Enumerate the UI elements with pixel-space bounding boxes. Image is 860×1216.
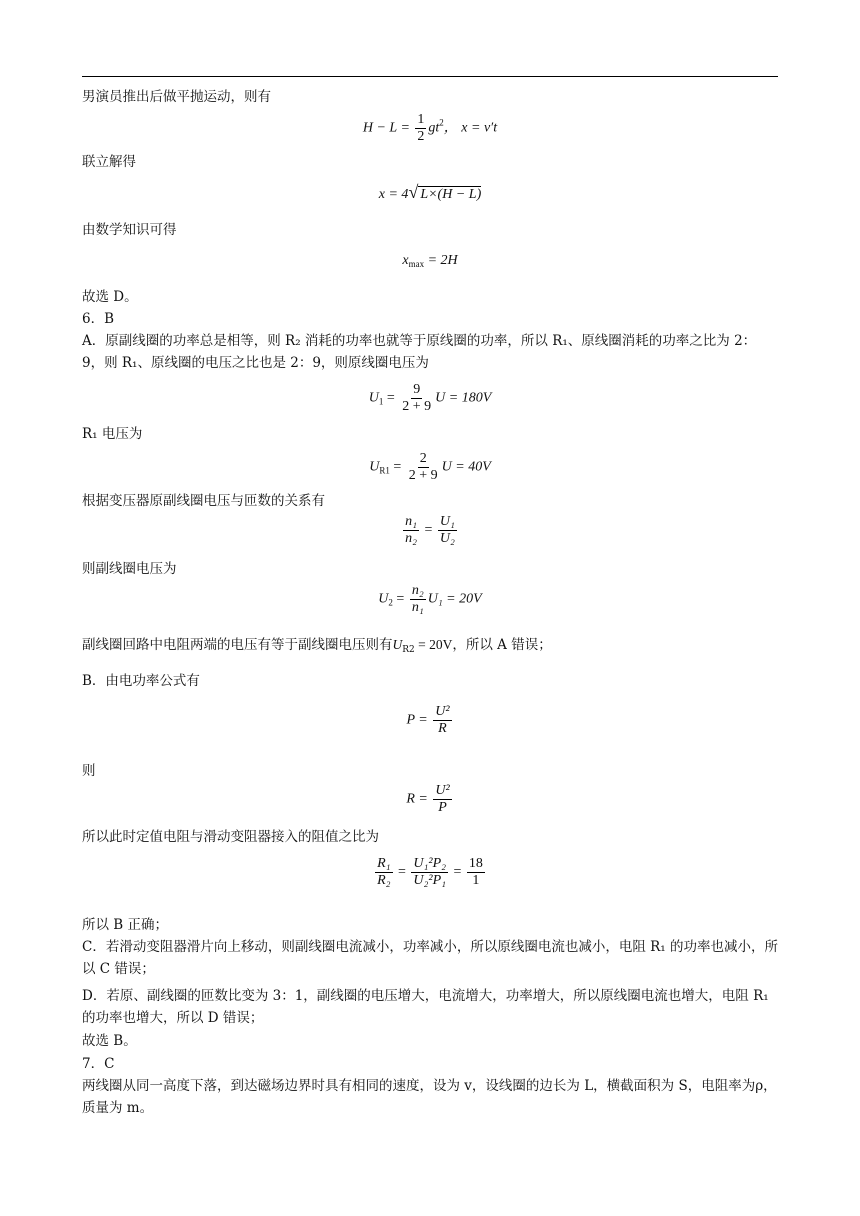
text-line: 男演员推出后做平抛运动，则有: [82, 89, 271, 105]
eq-part: U: [368, 390, 379, 406]
numerator: R₁: [377, 856, 391, 871]
text-paragraph: A．原副线圈的功率总是相等，则 R₂ 消耗的功率也就等于原线圈的功率，所以 R₁、原线圈消耗的功率之比为 2：9，则 R₁、原线圈的电压之比也是 2：9，则原线圈电压为: [82, 333, 757, 371]
denominator: 2: [417, 129, 425, 144]
fraction: [433, 783, 451, 816]
eq-part: ， x = v′t: [443, 120, 498, 136]
equation-r-ratio: $\frac{\text{R₁}}{\text{R₂}}$ = $\frac{\text{U₁²P₂}}{\text{U₂²P₁}}$ = $\frac{18}{1}$: [377, 856, 483, 888]
numerator: U₁²P₂: [413, 856, 446, 871]
denominator: R₂: [377, 873, 391, 888]
fraction: [415, 112, 426, 145]
numerator: n₁: [405, 514, 417, 529]
numerator: 1: [417, 112, 425, 127]
equation-ur1: $U_{R1}$ = $\frac{2}{2 + 9}$ U = 40V: [369, 451, 491, 483]
eq-part: U = 40V: [441, 459, 491, 475]
sqrt-content: L×(H − L): [420, 187, 482, 202]
question-number: 6．B: [82, 311, 115, 327]
subscript: max: [408, 259, 425, 269]
denominator: 2 + 9: [402, 399, 432, 414]
denominator: 1: [472, 873, 480, 888]
text-line: 由数学知识可得: [82, 222, 177, 238]
text-paragraph: C．若滑动变阻器滑片向上移动，则副线圈电流减小，功率减小，所以原线圈电流也减小，电阻 R₁ 的功率也减小，所以 C 错误；: [82, 939, 778, 977]
text-span: ，所以 A 错误；: [452, 637, 552, 653]
equation-u2: $U_2$ = $\frac{\text{n₂}}{\text{n₁}}$ U₁ = 20V: [378, 583, 482, 615]
fraction: [403, 514, 419, 547]
denominator: U₂²P₁: [413, 873, 446, 888]
text-line: 所以 B 正确；: [82, 917, 169, 933]
numerator: U²: [435, 704, 450, 719]
numerator: U²: [435, 783, 450, 798]
denominator: n₁: [411, 600, 424, 615]
numerator: U₁: [439, 514, 455, 529]
denominator: R: [438, 721, 447, 736]
denominator: U₂: [439, 531, 455, 546]
eq-part: U: [392, 637, 403, 652]
numerator: 2: [419, 451, 427, 466]
denominator: 2 + 9: [408, 468, 438, 483]
sqrt-sign: √: [408, 182, 419, 202]
text-line: 故选 D。: [82, 289, 138, 305]
eq-part: U: [378, 591, 389, 607]
denominator: P: [438, 800, 447, 815]
subscript: 1: [378, 396, 384, 407]
numerator: n₂: [411, 583, 424, 598]
text-line: 则: [82, 763, 96, 779]
eq-part: x = 4: [378, 187, 409, 202]
superscript: 2: [439, 117, 444, 128]
eq-part: P =: [406, 712, 428, 728]
text-line: R₁ 电压为: [82, 426, 143, 442]
text-line: 所以此时定值电阻与滑动变阻器接入的阻值之比为: [82, 829, 379, 845]
fraction: [411, 856, 448, 889]
text-span: 副线圈回路中电阻两端的电压有等于副线圈电压则有: [82, 637, 393, 653]
denominator: n₂: [405, 531, 417, 546]
eq-part: U₁ = 20V: [427, 591, 482, 607]
fraction: [407, 451, 440, 484]
text-line: [82, 634, 552, 661]
subscript: 2: [388, 597, 393, 608]
fraction: [433, 704, 451, 737]
text-line: 根据变压器原副线圈电压与匝数的关系有: [82, 493, 325, 509]
eq-part: = 2H: [424, 253, 458, 268]
equation-xmax: [82, 253, 778, 269]
subscript: R1: [379, 465, 390, 476]
eq-part: gt: [428, 120, 440, 136]
text-line: 故选 B。: [82, 1033, 137, 1049]
equation-projectile: [82, 112, 778, 145]
eq-part: R =: [406, 791, 428, 807]
equation-solution: [82, 182, 778, 203]
fraction: [400, 382, 433, 415]
fraction: [438, 514, 457, 547]
eq-part: H − L =: [362, 120, 414, 136]
question-number: 7．C: [82, 1056, 115, 1072]
eq-part: U: [369, 459, 380, 475]
header-rule: [82, 76, 778, 77]
fraction: [410, 583, 426, 616]
subscript: R2: [402, 645, 415, 655]
text-line: B．由电功率公式有: [82, 673, 200, 689]
text-paragraph: 两线圈从同一高度下落，到达磁场边界时具有相同的速度，设为 v，设线圈的边长为 L，横截面积为 S，电阻率为ρ，质量为 m。: [82, 1078, 777, 1116]
eq-part: U = 180V: [435, 390, 492, 406]
numerator: 9: [413, 382, 421, 397]
equation-ratio: $\frac{\text{n₁}}{\text{n₂}}$ = $\frac{\text{U₁}}{\text{U₂}}$: [405, 514, 455, 546]
equation-resistance: [82, 783, 778, 816]
equation-power: [82, 704, 778, 737]
fraction: [375, 856, 392, 889]
equation-u1: $U_1$ = $\frac{9}{2 + 9}$ U = 180V: [368, 382, 492, 414]
text-paragraph: D．若原、副线圈的匝数比变为 3：1，副线圈的电压增大，电流增大，功率增大，所以原线圈电流也增大，电阻 R₁ 的功率也增大，所以 D 错误；: [82, 988, 769, 1026]
fraction: [467, 856, 485, 889]
text-line: 联立解得: [82, 154, 136, 170]
numerator: 18: [468, 856, 483, 871]
text-line: 则副线圈电压为: [82, 561, 177, 577]
eq-part: x: [402, 253, 409, 268]
eq-part: = 20V: [414, 637, 453, 652]
